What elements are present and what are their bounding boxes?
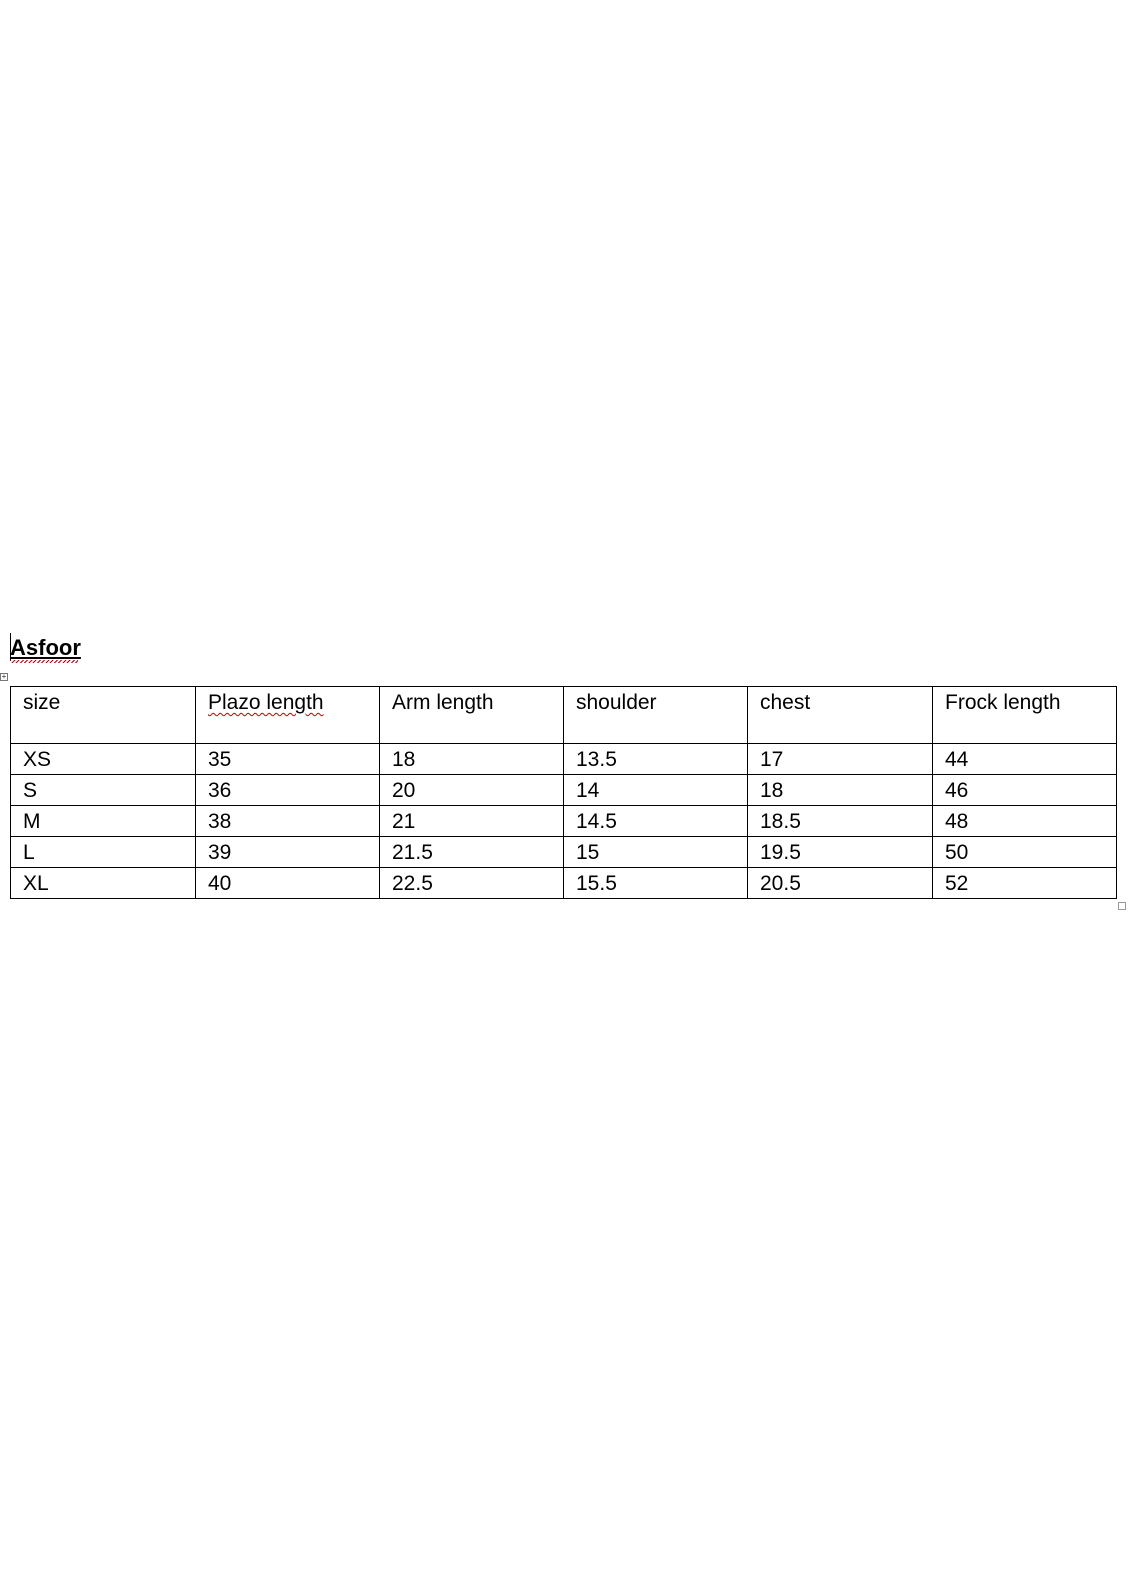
cell-frock-length[interactable]: 44 <box>933 744 1117 775</box>
cell-frock-length[interactable]: 50 <box>933 837 1117 868</box>
cell-chest[interactable]: 19.5 <box>748 837 933 868</box>
table-row <box>11 868 1117 899</box>
cell-shoulder[interactable]: 14.5 <box>564 806 748 837</box>
cell-chest[interactable]: 18.5 <box>748 806 933 837</box>
table-move-icon[interactable]: + <box>1 672 7 681</box>
header-shoulder[interactable]: shoulder <box>564 687 748 744</box>
cell-size[interactable]: M <box>11 806 196 837</box>
header-plazo-length-label: Plazo length <box>208 691 324 714</box>
cell-size[interactable]: L <box>11 837 196 868</box>
cell-chest[interactable]: 20.5 <box>748 868 933 899</box>
cell-arm-length[interactable]: 22.5 <box>380 868 564 899</box>
header-size[interactable]: size <box>11 687 196 744</box>
cell-shoulder[interactable]: 13.5 <box>564 744 748 775</box>
table-row <box>11 806 1117 837</box>
cell-arm-length[interactable]: 21 <box>380 806 564 837</box>
cell-size[interactable]: XL <box>11 868 196 899</box>
spellcheck-underline <box>10 660 78 663</box>
cell-shoulder[interactable]: 14 <box>564 775 748 806</box>
header-plazo-length[interactable] <box>196 687 380 744</box>
cell-shoulder[interactable]: 15.5 <box>564 868 748 899</box>
cell-size[interactable]: XS <box>11 744 196 775</box>
size-chart-table <box>10 686 1117 899</box>
cell-frock-length[interactable]: 52 <box>933 868 1117 899</box>
header-chest[interactable]: chest <box>748 687 933 744</box>
cell-plazo-length[interactable]: 38 <box>196 806 380 837</box>
table-resize-icon[interactable] <box>1118 902 1126 910</box>
cell-arm-length[interactable]: 18 <box>380 744 564 775</box>
table-header-row <box>11 687 1117 744</box>
table-row <box>11 744 1117 775</box>
cell-plazo-length[interactable]: 40 <box>196 868 380 899</box>
table-row <box>11 837 1117 868</box>
cell-arm-length[interactable]: 21.5 <box>380 837 564 868</box>
cell-frock-length[interactable]: 46 <box>933 775 1117 806</box>
document-title: Asfoor <box>10 635 81 660</box>
cell-chest[interactable]: 17 <box>748 744 933 775</box>
cell-chest[interactable]: 18 <box>748 775 933 806</box>
cell-plazo-length[interactable]: 39 <box>196 837 380 868</box>
header-frock-length[interactable]: Frock length <box>933 687 1117 744</box>
cell-size[interactable]: S <box>11 775 196 806</box>
table-row <box>11 775 1117 806</box>
cell-frock-length[interactable]: 48 <box>933 806 1117 837</box>
cell-plazo-length[interactable]: 35 <box>196 744 380 775</box>
cell-shoulder[interactable]: 15 <box>564 837 748 868</box>
cell-arm-length[interactable]: 20 <box>380 775 564 806</box>
cell-plazo-length[interactable]: 36 <box>196 775 380 806</box>
header-arm-length[interactable]: Arm length <box>380 687 564 744</box>
